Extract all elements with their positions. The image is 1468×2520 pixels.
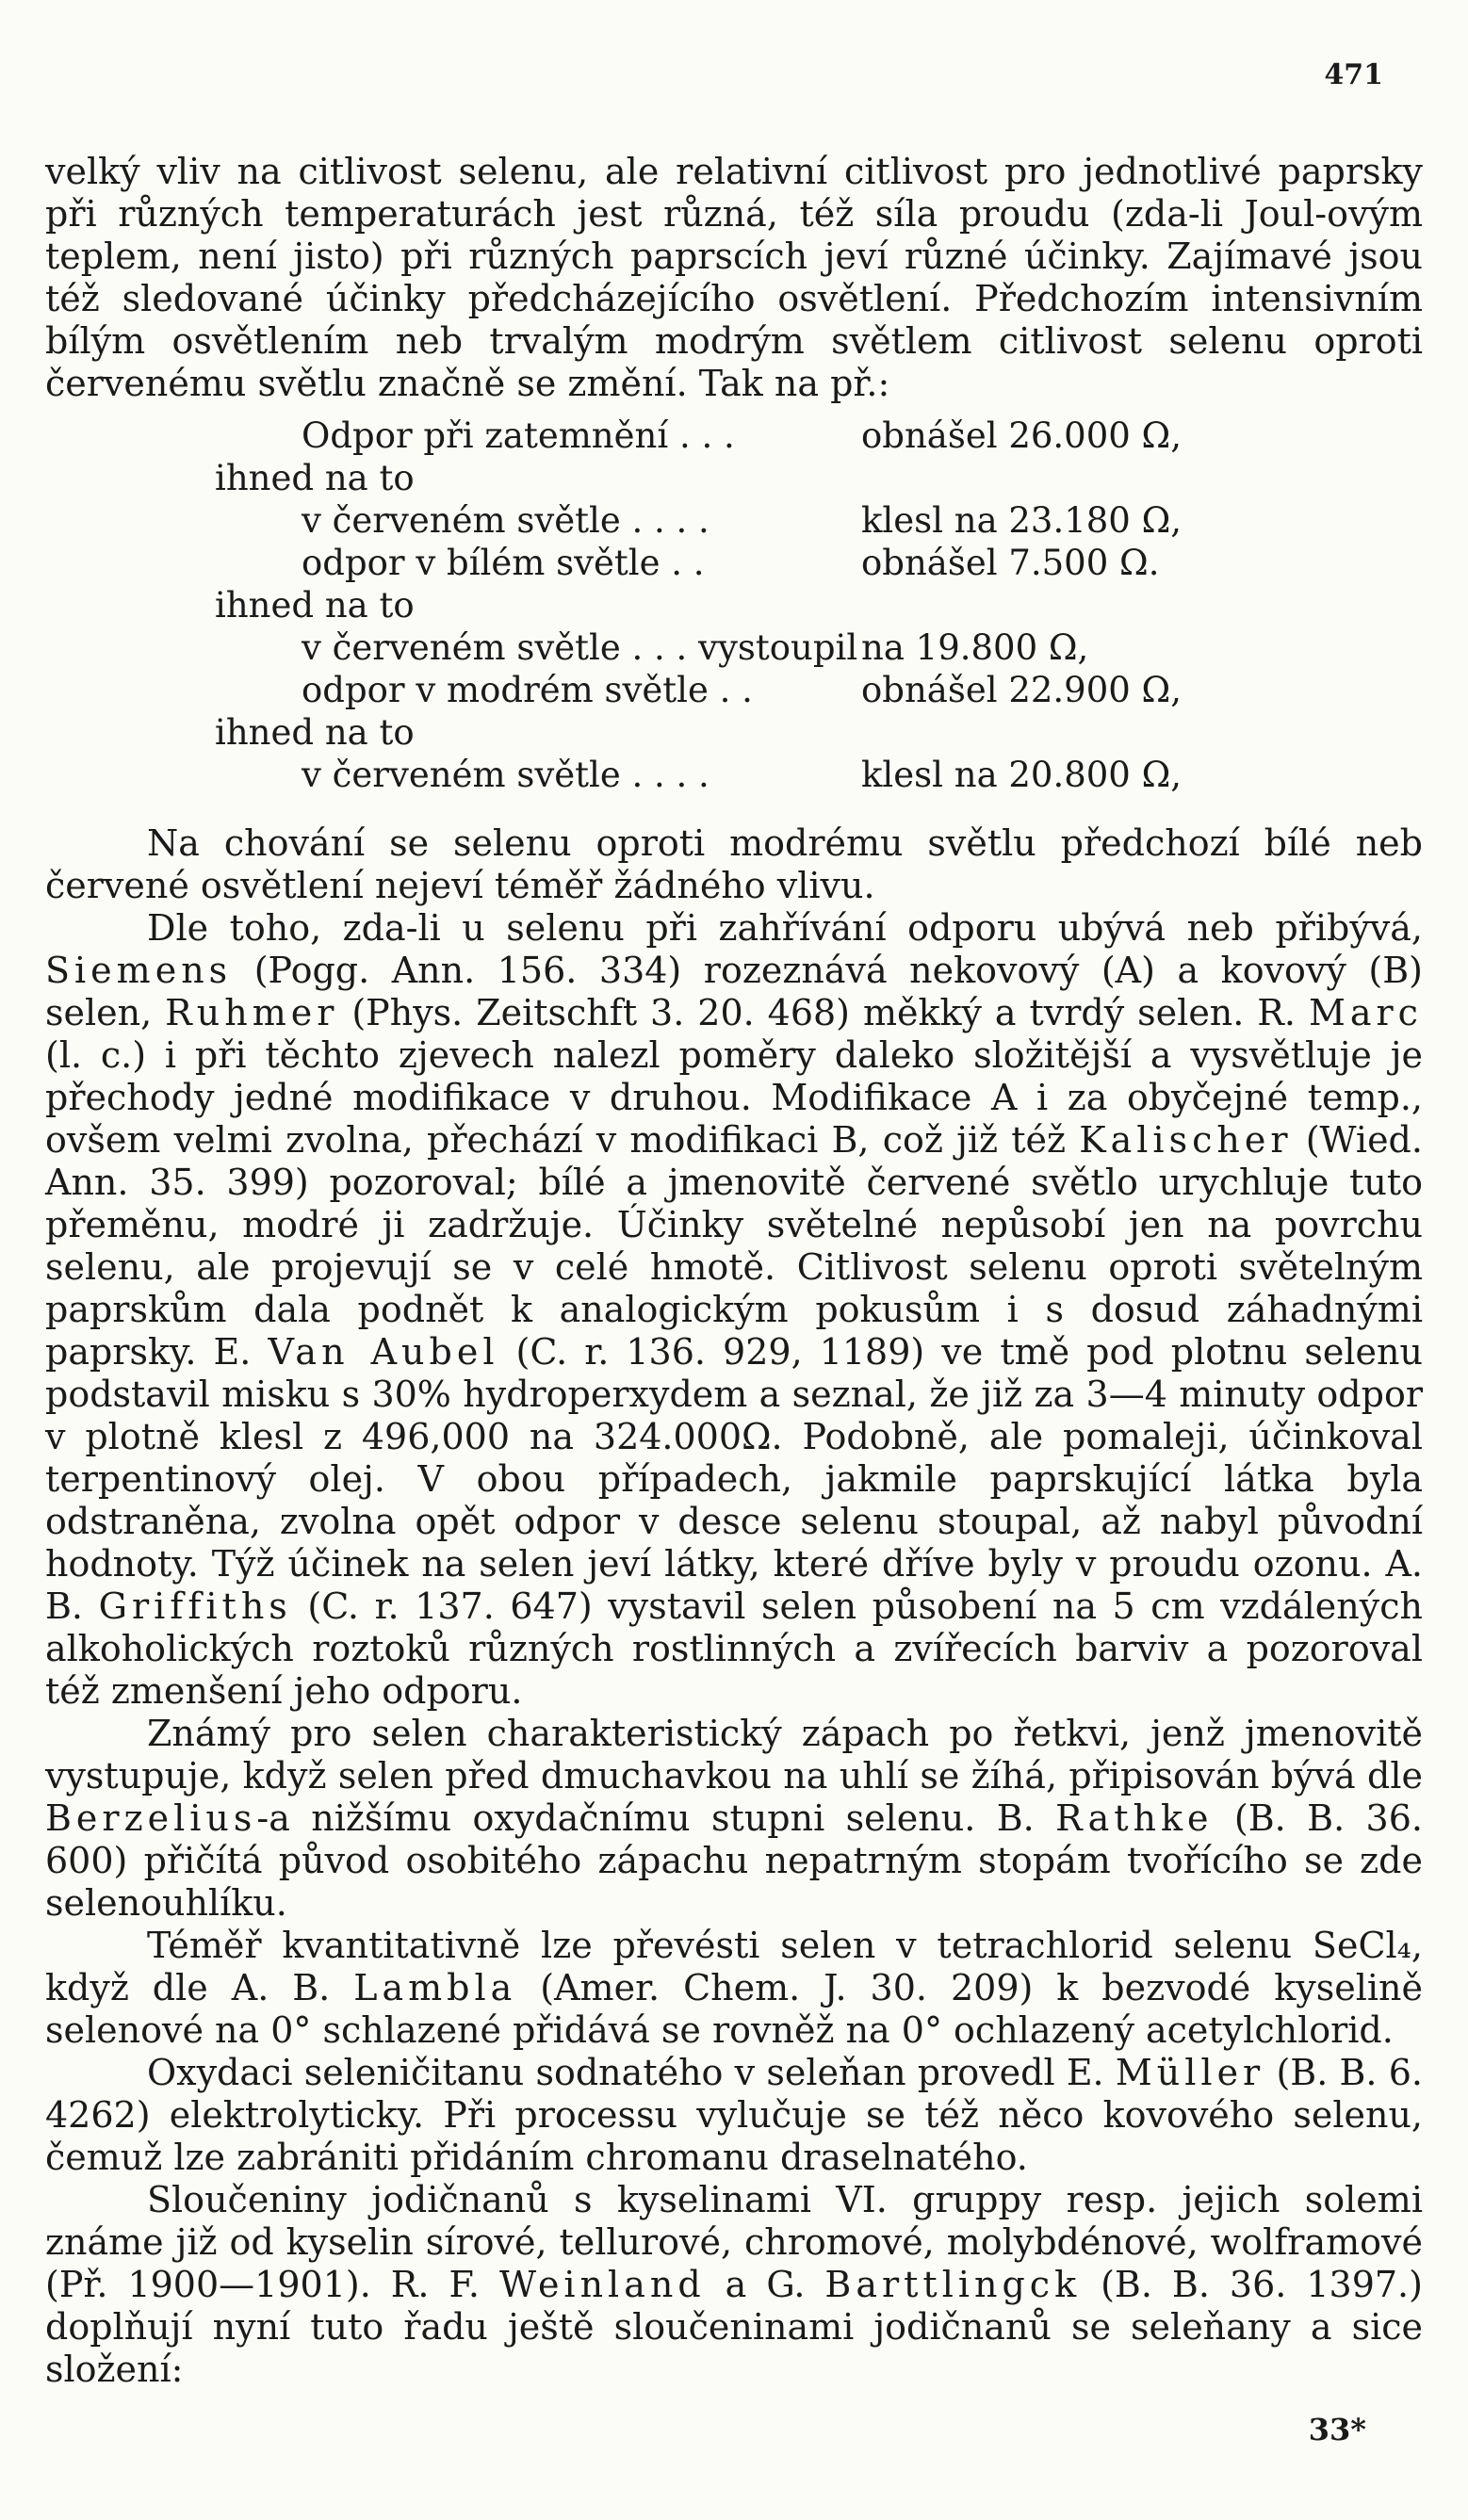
measurement-row xyxy=(45,415,1423,457)
measurement-label: odpor v bílém světle . . xyxy=(302,543,705,583)
text-run: Sloučeniny jodičnanů s kyselinami VI. gruppy resp. jejich solemi známe již od kyselin sírové, tellurové, chromové, molybdénové, wolframové (Př. 1900—1901). R. F. xyxy=(45,2179,1423,2305)
paragraph-1: velký vliv na citlivost selenu, ale relativní citlivost pro jednotlivé paprsky při různých temperaturách jest různá, též síla proudu (zda-li Joul-ovým teplem, není jisto) při různých paprscích jeví různé účinky. Zajímavé jsou též sledované účinky předcházejícího osvětlení. Předchozím intensivním bílým osvětlením neb trvalým modrým světlem citlivost selenu oproti červenému světlu značně se změní. Tak na př.: xyxy=(45,151,1423,404)
text-run: -a nižšímu oxydačnímu stupni selenu. B. xyxy=(256,1797,1035,1839)
paragraph-4 xyxy=(45,1713,1423,1925)
text-run: (B. B. 36. 1397.) doplňují nyní tuto řadu ještě sloučeninami jodičnanů se seleňany a sice složení: xyxy=(45,2264,1423,2390)
text-run: (Wied. Ann. 35. 399) pozoroval; bílé a jmenovitě červené světlo urychluje tuto přeměnu, modré ji zadržuje. Účinky světelné nepůsobí jen na povrchu selenu, ale projevují se v celé hmotě. Citlivost selenu oproti světelným paprskům dala podnět k analogickým pokusům i s dosud záhadnými paprsky. E. xyxy=(45,1119,1423,1373)
author-name: Berzelius xyxy=(45,1797,257,1839)
measurement-row xyxy=(45,542,1423,584)
page-body xyxy=(45,151,1423,2391)
author-name: Griffiths xyxy=(98,1585,292,1627)
measurement-value: obnášel 26.000 Ω, xyxy=(861,415,1182,456)
paragraph-2: Na chování se selenu oproti modrému světlu předchozí bílé neb červené osvětlení nejeví téměř žádného vlivu. xyxy=(45,822,1423,906)
text-run: (Pogg. Ann. 156. 334) rozeznává nekovový (A) a kovový (B) selen, xyxy=(45,950,1423,1033)
text-run: (C. r. 137. 647) vystavil selen působení na 5 cm vzdálených alkoholických roztoků různých rostlinných a zvířecích barviv a pozoroval též zmenšení jeho odporu. xyxy=(45,1585,1423,1712)
measurement-value: na 19.800 Ω, xyxy=(861,627,1089,668)
text-run: (Amer. Chem. J. 30. 209) k bezvodé kyselině selenové na 0° schlazené přidává se rovněž na 0° ochlazený acetylchlorid. xyxy=(45,1967,1423,2051)
text-run: (Phys. Zeitschft 3. 20. 468) měkký a tvrdý selen. R. xyxy=(351,992,1296,1033)
author-name: Ruhmer xyxy=(165,992,339,1033)
measurement-row xyxy=(45,457,1423,499)
author-name: Müller xyxy=(1115,2052,1265,2093)
paragraph-7 xyxy=(45,2179,1423,2391)
measurement-row xyxy=(45,754,1423,796)
author-name: Siemens xyxy=(45,950,233,991)
measurement-value: obnášel 7.500 Ω. xyxy=(861,543,1160,583)
text-run: a G. xyxy=(725,2264,806,2305)
measurement-label: v červeném světle . . . . xyxy=(302,755,710,795)
text-run: (C. r. 136. 929, 1189) ve tmě pod plotnu selenu podstavil misku s 30% hydroperxydem a seznal, že již za 3—4 minuty odpor v plotně klesl z 496,000 na 324.000Ω. Podobně, ale pomaleji, účinkoval terpentinový olej. V obou případech, jakmile paprskující látka byla odstraněna, zvolna opět odpor v desce selenu stoupal, až nabyl původní hodnoty. Týž účinek na selen jeví látky, které dříve byly v proudu ozonu. A. B. xyxy=(45,1331,1423,1627)
paragraph-6 xyxy=(45,2052,1423,2179)
measurement-label: ihned na to xyxy=(215,585,415,626)
author-name: Marc xyxy=(1308,992,1423,1033)
author-name: Rathke xyxy=(1055,1797,1214,1839)
printer-signature: 33* xyxy=(1308,2412,1366,2447)
author-name: Lambla xyxy=(353,1967,517,2008)
page-number: 471 xyxy=(1324,58,1383,91)
text-run: Oxydaci seleničitanu sodnatého v seleňan provedl E. xyxy=(147,2052,1104,2093)
paragraph-3 xyxy=(45,907,1423,1713)
measurement-row xyxy=(45,626,1423,669)
measurement-label: ihned na to xyxy=(215,458,415,498)
measurement-label: odpor v modrém světle . . xyxy=(302,670,753,710)
text-run: (B. B. 6. 4262) elektrolyticky. Při processu vylučuje se též něco kovového selenu, čemuž lze zabrániti přidáním chromanu draselnatého. xyxy=(45,2052,1423,2178)
paragraph-5 xyxy=(45,1925,1423,2052)
measurement-value: obnášel 22.900 Ω, xyxy=(861,670,1182,710)
author-name: Van Aubel xyxy=(268,1331,499,1373)
text-run: Téměř kvantitativně lze převésti selen v tetrachlorid selenu SeCl₄, když dle A. B. xyxy=(45,1925,1423,2008)
author-name: Kalischer xyxy=(1079,1119,1293,1161)
measurement-value: klesl na 23.180 Ω, xyxy=(861,500,1183,541)
text-run: Dle toho, zda-li u selenu při zahřívání odporu ubývá neb přibývá, xyxy=(147,907,1423,949)
measurement-label: v červeném světle . . . vystoupil xyxy=(302,627,858,668)
measurement-label: v červeném světle . . . . xyxy=(302,500,710,541)
measurement-row xyxy=(45,499,1423,542)
measurement-row xyxy=(45,669,1423,711)
measurement-value: klesl na 20.800 Ω, xyxy=(861,755,1183,795)
author-name: Barttlingck xyxy=(824,2264,1082,2305)
author-name: Weinland xyxy=(498,2264,706,2305)
measurement-row xyxy=(45,711,1423,754)
resistance-measurements xyxy=(45,415,1423,796)
measurement-label: ihned na to xyxy=(215,712,415,753)
measurement-row xyxy=(45,584,1423,626)
text-run: (l. c.) i při těchto zjevech nalezl poměry daleko složitější a vysvětluje je přechody jedné modifikace v druhou. Modifikace A i za obyčejné temp., ovšem velmi zvolna, přechází v modifikaci B, což již též xyxy=(45,1034,1423,1161)
text-run: (B. B. 36. 600) přičítá původ osobitého zápachu nepatrným stopám tvořícího se zde selenouhlíku. xyxy=(45,1797,1423,1924)
text-run: Známý pro selen charakteristický zápach po řetkvi, jenž jmenovitě vystupuje, když selen před dmuchavkou na uhlí se žíhá, připisován bývá dle xyxy=(45,1713,1423,1797)
measurement-label: Odpor při zatemnění . . . xyxy=(302,415,735,456)
